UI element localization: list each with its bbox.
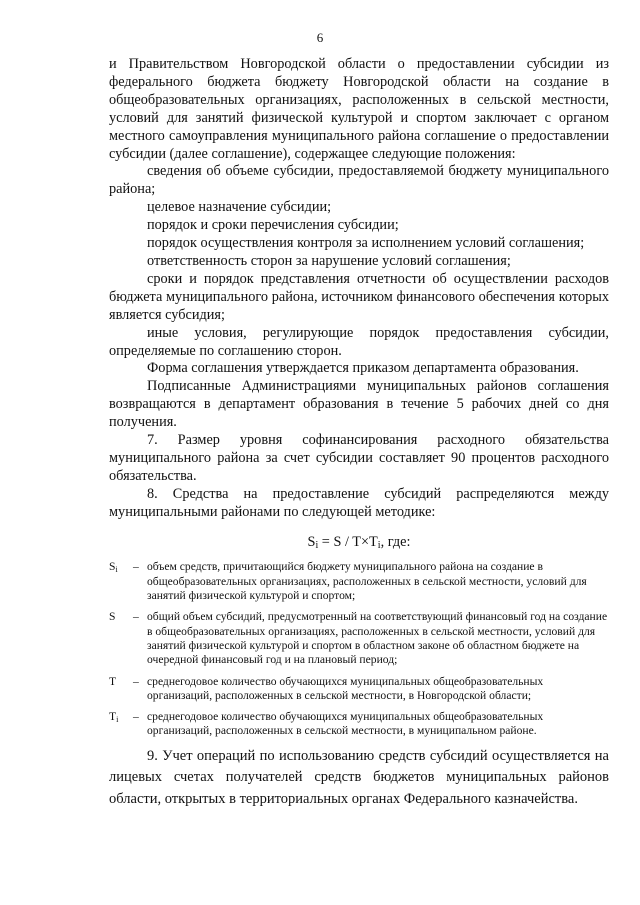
formula-tail: , где: [380, 533, 411, 550]
definition-row [109, 710, 609, 739]
provision-item: сроки и порядок представления отчетности об осуществлении расходов бюджета муниципального района, источником финансового обеспечения которых является субсидия; [109, 270, 609, 323]
provision-item: порядок и сроки перечисления субсидии; [147, 217, 399, 234]
definition-text: среднегодовое количество обучающихся муниципальных общеобразовательных организаций, расположенных в сельской местности, в Новгородской области; [147, 674, 544, 702]
definition-symbol: T [109, 674, 117, 688]
item-7-paragraph: 7. Размер уровня софинансирования расходного обязательства муниципального района за счет субсидии составляет 90 процентов расходного обязательства. [109, 432, 609, 484]
item-8-paragraph: 8. Средства на предоставление субсидий распределяются между муниципальными районами по следующей методике: [109, 485, 609, 520]
definition-dash: – [133, 560, 139, 574]
intro-paragraph: и Правительством Новгородской области о предоставлении субсидии из федерального бюджета бюджету Новгородской области на создание в общеобразовательных организациях, расположенных в сельской местности, условий для занятий физической культурой и спортом заключает с органом местного самоуправления муниципального района соглашение о предоставлении субсидии (далее соглашение), содержащее следующие положения: [109, 56, 609, 162]
form-paragraph: Форма соглашения утверждается приказом департамента образования. [147, 360, 579, 377]
definition-symbol: $T_i$ [109, 710, 119, 725]
definition-text: среднегодовое количество обучающихся муниципальных общеобразовательных организаций, расположенных в сельской местности, в муниципальном районе. [147, 710, 544, 738]
formula-rhs-subscript: i [377, 539, 381, 551]
definition-symbol: S [109, 610, 116, 624]
page-number: 6 [316, 30, 324, 45]
definition-text: общий объем субсидий, предусмотренный на соответствующий финансовый год на создание в общеобразовательных организациях, расположенных в сельской местности, условий для занятий физической культурой и спортом в областном законе об областном бюджете на очередной финансовый год и на плановый период; [147, 610, 608, 667]
provision-item: порядок осуществления контроля за исполнением условий соглашения; [147, 235, 585, 252]
item-9-paragraph: 9. Учет операций по использованию средств субсидий осуществляется на лицевых счетах получателей средств бюджетов муниципальных районов области, открытых в территориальных органах Федерального казначейства. [109, 747, 609, 807]
provision-item: ответственность сторон за нарушение условий соглашения; [147, 252, 511, 269]
definition-dash: – [133, 674, 139, 688]
document-body [109, 56, 609, 811]
provision-item: иные условия, регулирующие порядок предоставления субсидии, определяемые по соглашению сторон. [109, 324, 609, 359]
definition-row [109, 675, 609, 704]
signed-paragraph: Подписанные Администрациями муниципальных районов соглашения возвращаются в департамент образования в течение 5 рабочих дней со дня получения. [109, 378, 609, 431]
formula-definitions [109, 560, 609, 738]
distribution-formula [109, 534, 609, 552]
definition-row [109, 610, 609, 667]
provision-item: целевое назначение субсидии; [147, 199, 332, 216]
formula-lhs-subscript: i [315, 539, 319, 551]
definition-dash: – [133, 710, 139, 724]
definition-text: объем средств, причитающийся бюджету муниципального района на создание в общеобразовательных организациях, расположенных в сельской местности, условий для занятий физической культурой и спортом; [147, 560, 587, 603]
definition-row [109, 560, 609, 603]
formula-middle: = S / T×T [318, 533, 378, 550]
provision-item: сведения об объеме субсидии, предоставляемой бюджету муниципального района; [109, 163, 609, 198]
formula-lhs: S [307, 533, 316, 550]
definition-dash: – [133, 610, 139, 624]
definition-symbol: $S_i$ [109, 560, 118, 575]
